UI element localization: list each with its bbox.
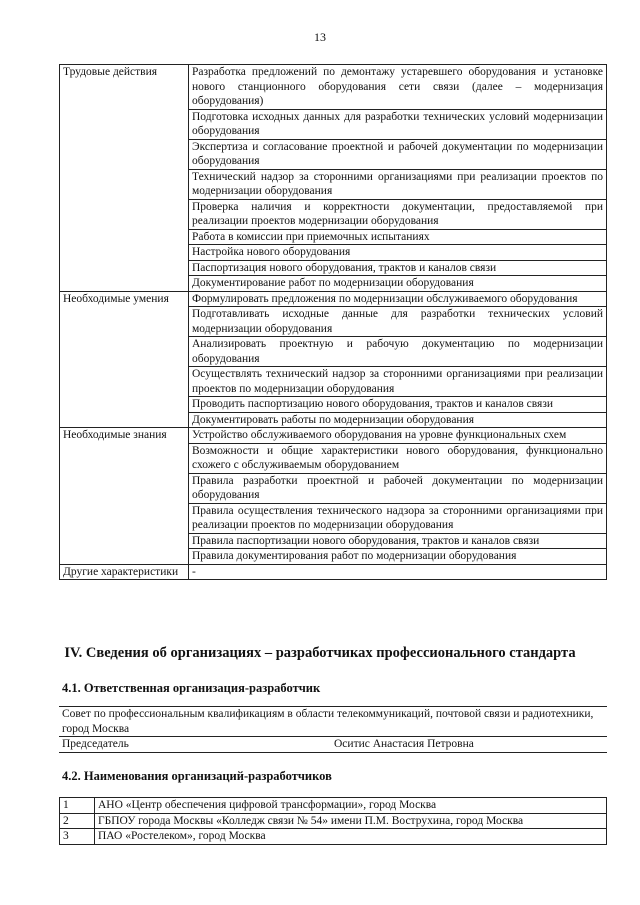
head-role: Председатель — [62, 738, 129, 750]
table-cell: Осуществлять технический надзор за сторонними организациями при реализации проектов по модернизации оборудования — [189, 367, 607, 397]
table-cell: Настройка нового оборудования — [189, 245, 607, 261]
section-title: IV. Сведения об организациях – разработчиках профессионального стандарта — [64, 645, 576, 661]
table-cell: Экспертиза и согласование проектной и рабочей документации по модернизации оборудования — [189, 139, 607, 169]
table-cell: - — [189, 564, 607, 580]
table-cell: Правила осуществления технического надзора за сторонними организациями при реализации проектов по модернизации оборудования — [189, 503, 607, 533]
table-cell: Документировать работы по модернизации оборудования — [189, 412, 607, 428]
table-cell: Возможности и общие характеристики нового оборудования, функционально схожего с обслуживаемым оборудованием — [189, 443, 607, 473]
table-row — [60, 829, 607, 845]
developer-name: ГБПОУ города Москвы «Колледж связи № 54» имени П.М. Вострухина, город Москва — [95, 813, 607, 829]
table-cell: Формулировать предложения по модернизации обслуживаемого оборудования — [189, 291, 607, 307]
table-cell: Проводить паспортизацию нового оборудования, трактов и каналов связи — [189, 397, 607, 413]
table-cell: Подготавливать исходные данные для разработки технических условий модернизации оборудования — [189, 307, 607, 337]
table-row — [60, 428, 607, 444]
row-label-other-characteristics: Другие характеристики — [60, 564, 189, 580]
row-label-labor-actions: Трудовые действия — [60, 65, 189, 292]
table-cell: Работа в комиссии при приемочных испытаниях — [189, 229, 607, 245]
table-cell: Подготовка исходных данных для разработки технических условий модернизации оборудования — [189, 109, 607, 139]
table-cell: Анализировать проектную и рабочую документацию по модернизации оборудования — [189, 337, 607, 367]
page-number: 13 — [314, 30, 326, 44]
table-cell: Проверка наличия и корректности документации, предоставляемой при реализации проектов модернизации оборудования — [189, 199, 607, 229]
responsible-head-cell — [59, 737, 607, 753]
table-cell: Паспортизация нового оборудования, трактов и каналов связи — [189, 260, 607, 276]
row-label-required-knowledge: Необходимые знания — [60, 428, 189, 565]
row-number: 3 — [60, 829, 95, 845]
developers-table — [59, 797, 607, 845]
table-cell: Правила документирования работ по модернизации оборудования — [189, 549, 607, 565]
row-number: 2 — [60, 813, 95, 829]
table-cell: Правила разработки проектной и рабочей документации по модернизации оборудования — [189, 473, 607, 503]
table-cell: Документирование работ по модернизации оборудования — [189, 276, 607, 292]
table-row — [59, 707, 607, 737]
responsible-org-heading: 4.1. Ответственная организация-разработчик — [62, 681, 321, 695]
table-row — [59, 737, 607, 753]
developers-heading: 4.2. Наименования организаций-разработчиков — [62, 769, 332, 783]
table-cell: Разработка предложений по демонтажу устаревшего оборудования и установке нового станционного оборудования сети связи (далее – модернизация оборудования) — [189, 65, 607, 110]
table-row — [60, 291, 607, 307]
row-label-required-skills: Необходимые умения — [60, 291, 189, 428]
table-cell: Устройство обслуживаемого оборудования на уровне функциональных схем — [189, 428, 607, 444]
table-row — [60, 813, 607, 829]
responsible-org-name: Совет по профессиональным квалификациям в области телекоммуникаций, почтовой связи и радиотехники, город Москва — [59, 707, 607, 737]
developer-name: ПАО «Ростелеком», город Москва — [95, 829, 607, 845]
table-row — [60, 798, 607, 814]
responsible-org-table — [59, 706, 607, 753]
table-row — [60, 65, 607, 110]
row-number: 1 — [60, 798, 95, 814]
table-cell: Технический надзор за сторонними организациями при реализации проектов по модернизации оборудования — [189, 169, 607, 199]
head-name: Оситис Анастасия Петровна — [334, 738, 474, 750]
table-cell: Правила паспортизации нового оборудования, трактов и каналов связи — [189, 533, 607, 549]
table-row — [60, 564, 607, 580]
developer-name: АНО «Центр обеспечения цифровой трансформации», город Москва — [95, 798, 607, 814]
labor-functions-table — [59, 64, 607, 580]
